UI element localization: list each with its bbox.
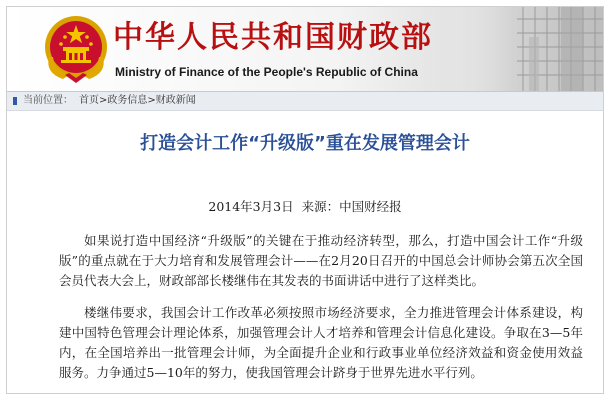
page-frame bbox=[6, 6, 604, 394]
article-paragraph: 楼继伟要求，我国会计工作改革必须按照市场经济要求，全力推进管理会计体系建设，构建中国特色管理会计理论体系，加强管理会计人才培养和管理会计信息化建设。争取在3—5年内，在全国培养出一批管理会计师，为全面提升企业和行政事业单位经济效益和资金使用效益服务。力争通过5—10年的努力，使我国管理会计跻身于世界先进水平行列。 bbox=[59, 305, 583, 380]
site-title-en: Ministry of Finance of the People's Republic of China bbox=[115, 65, 418, 79]
breadcrumb-separator: > bbox=[99, 95, 108, 106]
breadcrumb bbox=[7, 92, 603, 111]
article-date: 2014年3月3日 bbox=[208, 199, 294, 214]
site-title-cn: 中华人民共和国财政部 bbox=[113, 20, 433, 55]
breadcrumb-label: 当前位置： bbox=[23, 95, 73, 106]
building-image bbox=[453, 7, 603, 91]
breadcrumb-govinfo-link[interactable]: 政务信息 bbox=[107, 95, 148, 106]
article-title: 打造会计工作“升级版”重在发展管理会计 bbox=[140, 133, 470, 154]
breadcrumb-home-link[interactable]: 首页 bbox=[79, 95, 99, 106]
breadcrumb-separator: > bbox=[147, 95, 156, 106]
article-meta bbox=[7, 197, 603, 215]
national-emblem-icon bbox=[41, 13, 111, 85]
breadcrumb-news-link[interactable]: 财政新闻 bbox=[155, 95, 196, 106]
article-paragraph: 如果说打造中国经济“升级版”的关键在于推动经济转型，那么，打造中国会计工作“升级版”的重点就在于大力培育和发展管理会计——在2月20日召开的中国总会计师协会第五次全国会员代表大会上，财政部部长楼继伟在其发表的书面讲话中进行了这样类比。 bbox=[59, 233, 583, 288]
breadcrumb-links bbox=[79, 92, 196, 110]
breadcrumb-marker bbox=[13, 97, 17, 105]
article-source: 来源：中国财经报 bbox=[301, 199, 402, 214]
site-header bbox=[7, 7, 603, 92]
